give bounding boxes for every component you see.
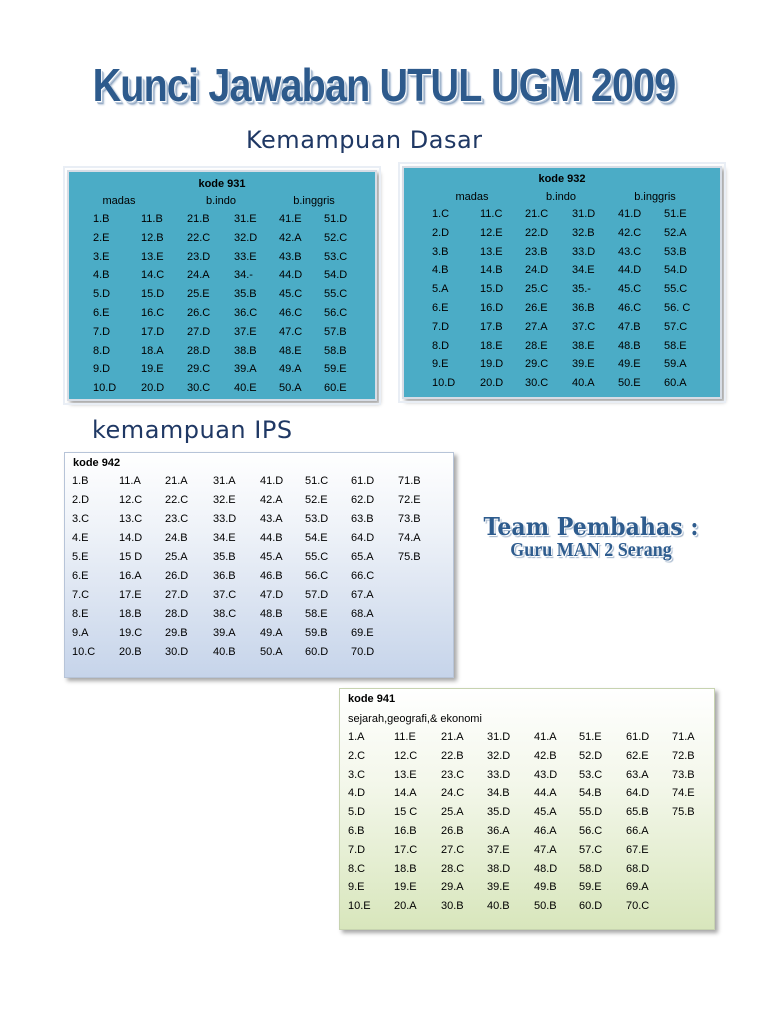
answer-cell: 31.D: [487, 731, 511, 743]
answer-cell: 35.B: [213, 551, 236, 563]
answer-cell: 22.B: [441, 749, 464, 762]
answer-cell: 15.D: [480, 283, 504, 296]
answer-cell: 23.D: [187, 250, 211, 263]
answer-cell: 73.B: [398, 513, 421, 525]
answer-cell: 40.A: [572, 377, 595, 390]
answer-cell: 45.A: [260, 551, 283, 563]
answer-cell: 45.A: [534, 806, 557, 819]
answer-cell: 59.E: [324, 363, 347, 376]
answer-cell: 57.B: [324, 325, 347, 338]
answer-cell: 35.-: [572, 283, 591, 296]
answer-cell: 58.E: [305, 608, 328, 620]
answer-cell: 16.C: [141, 307, 165, 319]
answer-cell: 63.B: [351, 513, 374, 525]
answer-cell: 33.D: [213, 513, 237, 525]
answer-cell: 53.C: [579, 768, 603, 781]
answer-cell: 48.D: [534, 862, 558, 875]
answer-cell: 55.C: [664, 283, 688, 296]
answer-cell: 31.A: [213, 475, 236, 487]
answer-cell: 6.B: [348, 825, 365, 837]
answer-cell: 20.A: [394, 900, 417, 913]
answer-cell: 57.C: [579, 843, 603, 856]
answer-cell: 45.C: [618, 283, 642, 296]
answer-cell: 27.D: [187, 325, 211, 338]
answer-cell: 37.E: [234, 325, 257, 338]
answer-cell: 1.C: [432, 208, 450, 220]
answer-cell: 41.A: [534, 731, 557, 743]
answer-cell: 13.E: [394, 768, 417, 781]
answer-cell: 12.B: [141, 231, 164, 244]
answer-cell: 29.B: [165, 627, 188, 639]
answer-cell: 46.B: [260, 570, 283, 582]
answer-cell: 34.E: [572, 264, 595, 277]
answer-cell: 52.A: [664, 226, 687, 239]
answer-cell: 26.E: [525, 302, 548, 314]
answer-cell: 11.B: [141, 213, 163, 225]
answer-cell: 40.E: [234, 382, 257, 395]
answer-cell: 19.D: [480, 358, 504, 371]
answer-cell: 28.D: [165, 608, 189, 620]
answer-cell: 65.A: [351, 551, 374, 563]
answer-cell: 48.E: [279, 344, 302, 357]
answer-cell: 68.D: [626, 862, 650, 875]
answer-cell: 34.E: [213, 532, 236, 544]
answer-cell: 54.D: [324, 269, 348, 282]
answer-cell: 15 D: [119, 551, 143, 563]
answer-cell: 27.C: [441, 843, 465, 856]
kode-941-title: kode 941: [348, 693, 396, 705]
answer-cell: 27.D: [165, 589, 189, 601]
answer-cell: 61.D: [626, 731, 650, 743]
answer-cell: 14.C: [141, 269, 165, 282]
answer-cell: 42.B: [534, 749, 557, 762]
answer-cell: 44.D: [618, 264, 642, 277]
answer-cell: 30.C: [525, 377, 549, 390]
answer-cell: 54.B: [579, 787, 602, 800]
answer-cell: 41.D: [260, 475, 284, 487]
answer-cell: 10.D: [432, 377, 456, 390]
answer-cell: 65.B: [626, 806, 649, 819]
answer-cell: 26.B: [441, 825, 464, 837]
answer-cell: 28.C: [441, 862, 465, 875]
answer-cell: 41.D: [618, 208, 642, 220]
subject-madas: madas: [102, 195, 136, 207]
answer-cell: 4.E: [72, 532, 89, 544]
answer-cell: 55.C: [305, 551, 329, 563]
answer-cell: 59.A: [664, 358, 687, 371]
answer-cell: 47.D: [260, 589, 284, 601]
answer-cell: 64.D: [351, 532, 375, 544]
answer-cell: 42.C: [618, 226, 642, 239]
answer-cell: 60.D: [305, 646, 329, 658]
answer-cell: 14.B: [480, 264, 503, 277]
answer-cell: 11.E: [394, 731, 416, 743]
answer-cell: 16.A: [119, 570, 142, 582]
answer-cell: 47.B: [618, 320, 641, 333]
answer-cell: 8.E: [72, 608, 89, 620]
kode-932-title: kode 932: [538, 173, 586, 185]
answer-cell: 43.C: [618, 245, 642, 258]
answer-cell: 26.C: [187, 307, 211, 319]
answer-cell: 7.D: [93, 325, 111, 338]
answer-cell: 14.D: [119, 532, 143, 544]
answer-cell: 10.C: [72, 646, 96, 658]
answer-cell: 55.C: [324, 288, 348, 301]
answer-cell: 31.D: [572, 208, 596, 220]
answer-cell: 8.C: [348, 862, 366, 875]
answer-cell: 37.C: [213, 589, 237, 601]
answer-cell: 35.B: [234, 288, 257, 301]
answer-cell: 53.D: [305, 513, 329, 525]
answer-cell: 63.A: [626, 768, 649, 781]
answer-cell: 44.D: [279, 269, 303, 282]
answer-cell: 12.C: [394, 749, 418, 762]
answer-cell: 47.A: [534, 843, 557, 856]
answer-cell: 57.C: [664, 320, 688, 333]
answer-cell: 33.D: [487, 768, 511, 781]
answer-cell: 3.C: [348, 768, 366, 781]
answer-cell: 67.E: [626, 843, 649, 856]
answer-cell: 51.E: [664, 208, 687, 220]
answer-cell: 4.B: [432, 264, 449, 277]
answer-cell: 18.B: [394, 862, 417, 875]
answer-cell: 20.D: [480, 377, 504, 390]
answer-cell: 22.C: [165, 494, 189, 506]
answer-cell: 7.D: [432, 320, 450, 333]
answer-cell: 12.E: [480, 226, 503, 239]
answer-cell: 2.D: [72, 494, 90, 506]
answer-cell: 36.B: [213, 570, 236, 582]
answer-cell: 62.E: [626, 749, 649, 762]
answer-cell: 74.A: [398, 532, 421, 544]
answer-cell: 59.B: [305, 627, 328, 639]
answer-cell: 6.E: [432, 302, 449, 314]
answer-cell: 29.A: [441, 881, 464, 894]
answer-cell: 12.C: [119, 494, 143, 506]
answer-cell: 11.A: [119, 475, 141, 487]
answer-cell: 25.A: [165, 551, 188, 563]
answer-cell: 37.C: [572, 320, 596, 333]
team-heading: Team Pembahas :: [483, 512, 699, 541]
answer-cell: 20.D: [141, 382, 165, 395]
answer-cell: 5.E: [72, 551, 89, 563]
answer-cell: 66.C: [351, 570, 375, 582]
answer-cell: 36.A: [487, 825, 510, 837]
answer-cell: 13.E: [141, 250, 164, 263]
answer-cell: 75.B: [672, 806, 695, 819]
answer-cell: 48.B: [618, 339, 641, 352]
answer-cell: 19.E: [394, 881, 417, 894]
answer-cell: 19.C: [119, 627, 143, 639]
answer-cell: 29.C: [187, 363, 211, 376]
answer-cell: 27.A: [525, 320, 548, 333]
answer-cell: 52.C: [324, 231, 348, 244]
team-pembahas: [466, 512, 716, 562]
answer-cell: 53.B: [664, 245, 687, 258]
answer-cell: 42.A: [279, 231, 302, 244]
answer-cell: 25.C: [525, 283, 549, 296]
answer-cell: 33.D: [572, 245, 596, 258]
answer-cell: 3.C: [72, 513, 90, 525]
answer-cell: 59.E: [579, 881, 602, 894]
answer-cell: 45.C: [279, 288, 303, 301]
page-title: Kunci Jawaban UTUL UGM 2009: [92, 59, 676, 111]
heading-kemampuan-ips: kemampuan IPS: [92, 416, 293, 444]
answer-cell: 29.C: [525, 358, 549, 371]
answer-cell: 16.D: [480, 302, 504, 314]
answer-cell: 13.C: [119, 513, 143, 525]
answer-cell: 53.C: [324, 250, 348, 263]
answer-cell: 7.C: [72, 589, 90, 601]
answer-cell: 37.E: [487, 843, 510, 856]
answer-cell: 56.C: [324, 307, 348, 319]
answer-cell: 13.E: [480, 245, 503, 258]
subject-binggris: b.inggris: [293, 195, 335, 207]
answer-cell: 11.C: [480, 208, 503, 220]
answer-cell: 18.E: [480, 339, 503, 352]
answer-cell: 7.D: [348, 843, 366, 856]
answer-cell: 23.C: [441, 768, 465, 781]
answer-cell: 51.C: [305, 475, 329, 487]
answer-cell: 32.E: [213, 494, 236, 506]
answer-cell: 5.A: [432, 283, 449, 296]
answer-cell: 49.A: [279, 363, 302, 376]
answer-cell: 48.B: [260, 608, 283, 620]
answer-cell: 49.A: [260, 627, 283, 639]
answer-cell: 10.D: [93, 382, 117, 395]
answer-cell: 72.B: [672, 749, 695, 762]
answer-cell: 18.A: [141, 344, 164, 357]
answer-cell: 50.B: [534, 900, 557, 913]
answer-cell: 32.B: [572, 226, 595, 239]
answer-cell: 8.D: [93, 344, 111, 357]
answer-cell: 33.E: [234, 250, 257, 263]
answer-cell: 20.B: [119, 646, 142, 658]
answer-cell: 6.E: [93, 307, 110, 319]
answer-cell: 39.A: [213, 627, 236, 639]
answer-cell: 1.B: [93, 213, 110, 225]
answer-cell: 3.B: [432, 245, 449, 258]
subject-row: [404, 191, 720, 205]
subject-madas: madas: [455, 191, 489, 203]
answer-cell: 58.D: [579, 862, 603, 875]
answer-cell: 17.C: [394, 843, 418, 856]
kode-941-subtitle: sejarah,geografi,& ekonomi: [348, 713, 482, 725]
answer-cell: 21.A: [441, 731, 464, 743]
answer-cell: 54.D: [664, 264, 688, 277]
answer-cell: 22.D: [525, 226, 549, 239]
answer-cell: 51.D: [324, 213, 348, 225]
answer-cell: 5.D: [93, 288, 111, 301]
answer-cell: 10.E: [348, 900, 371, 913]
answer-cell: 62.D: [351, 494, 375, 506]
answer-cell: 52.D: [579, 749, 603, 762]
answer-cell: 22.C: [187, 231, 211, 244]
subject-bindo: b.indo: [546, 191, 576, 203]
answer-cell: 5.D: [348, 806, 366, 819]
answer-cell: 9.A: [72, 627, 89, 639]
answer-cell: 6.E: [72, 570, 89, 582]
answer-box-kode-941: [339, 688, 715, 930]
answer-cell: 26.D: [165, 570, 189, 582]
kode-942-title: kode 942: [73, 457, 121, 469]
answer-cell: 46.C: [618, 302, 642, 314]
answer-cell: 46.A: [534, 825, 557, 837]
answer-cell: 43.B: [279, 250, 302, 263]
answer-cell: 50.E: [618, 377, 641, 390]
answer-cell: 70.D: [351, 646, 375, 658]
answer-cell: 44.B: [260, 532, 283, 544]
answer-cell: 17.D: [141, 325, 165, 338]
answer-cell: 64.D: [626, 787, 650, 800]
answer-cell: 58.B: [324, 344, 347, 357]
answer-cell: 18.B: [119, 608, 142, 620]
answer-cell: 9.D: [93, 363, 111, 376]
answer-cell: 34.-: [234, 269, 253, 282]
answer-cell: 40.B: [487, 900, 510, 913]
answer-cell: 56. C: [664, 302, 691, 314]
answer-cell: 75.B: [398, 551, 421, 563]
answer-cell: 30.B: [441, 900, 464, 913]
answer-cell: 43.A: [260, 513, 283, 525]
answer-cell: 14.A: [394, 787, 417, 800]
answer-cell: 66.A: [626, 825, 649, 837]
answer-cell: 71.A: [672, 731, 695, 743]
answer-cell: 2.C: [348, 749, 366, 762]
answer-cell: 57.D: [305, 589, 329, 601]
answer-cell: 60.E: [324, 382, 347, 395]
answer-box-kode-932: [402, 166, 722, 399]
answer-cell: 50.A: [279, 382, 302, 395]
answer-cell: 17.B: [480, 320, 503, 333]
answer-cell: 9.E: [348, 881, 365, 894]
team-name: Guru MAN 2 Serang: [510, 539, 672, 561]
answer-cell: 25.A: [441, 806, 464, 819]
answer-cell: 38.E: [572, 339, 595, 352]
answer-cell: 35.D: [487, 806, 511, 819]
answer-cell: 36.B: [572, 302, 595, 314]
answer-cell: 60.A: [664, 377, 687, 390]
answer-cell: 19.E: [141, 363, 164, 376]
answer-cell: 21.C: [525, 208, 549, 220]
subject-bindo: b.indo: [206, 195, 236, 207]
answer-cell: 24.C: [441, 787, 465, 800]
answer-cell: 36.C: [234, 307, 258, 319]
answer-cell: 34.B: [487, 787, 510, 800]
answer-box-kode-942: [64, 452, 454, 678]
answer-cell: 32.D: [234, 231, 258, 244]
answer-cell: 25.E: [187, 288, 210, 301]
answer-cell: 17.E: [119, 589, 142, 601]
answer-cell: 38.D: [487, 862, 511, 875]
answer-cell: 54.E: [305, 532, 328, 544]
answer-cell: 60.D: [579, 900, 603, 913]
answer-cell: 1.A: [348, 731, 365, 743]
answer-cell: 3.E: [93, 250, 110, 263]
answer-cell: 16.B: [394, 825, 417, 837]
answer-cell: 40.B: [213, 646, 236, 658]
answer-cell: 42.A: [260, 494, 283, 506]
answer-cell: 47.C: [279, 325, 303, 338]
answer-cell: 55.D: [579, 806, 603, 819]
answer-cell: 15 C: [394, 806, 418, 819]
answer-cell: 39.E: [572, 358, 595, 371]
answer-cell: 68.A: [351, 608, 374, 620]
answer-cell: 71.B: [398, 475, 421, 487]
answer-cell: 72.E: [398, 494, 421, 506]
answer-cell: 51.E: [579, 731, 602, 743]
answer-cell: 67.A: [351, 589, 374, 601]
answer-cell: 56.C: [305, 570, 329, 582]
answer-cell: 4.D: [348, 787, 366, 800]
subject-binggris: b.inggris: [634, 191, 676, 203]
answer-cell: 39.E: [487, 881, 510, 894]
answer-cell: 44.A: [534, 787, 557, 800]
answer-cell: 15.D: [141, 288, 165, 301]
answer-cell: 39.A: [234, 363, 257, 376]
answer-cell: 30.C: [187, 382, 211, 395]
answer-cell: 28.D: [187, 344, 211, 357]
answer-cell: 9.E: [432, 358, 449, 371]
answer-cell: 2.D: [432, 226, 450, 239]
answer-cell: 50.A: [260, 646, 283, 658]
answer-cell: 1.B: [72, 475, 89, 487]
answer-cell: 4.B: [93, 269, 110, 282]
answer-cell: 41.E: [279, 213, 302, 225]
answer-cell: 24.B: [165, 532, 188, 544]
answer-cell: 56.C: [579, 825, 603, 837]
answer-cell: 52.E: [305, 494, 328, 506]
answer-cell: 21.A: [165, 475, 188, 487]
answer-cell: 49.B: [534, 881, 557, 894]
answer-cell: 70.C: [626, 900, 650, 913]
answer-cell: 32.D: [487, 749, 511, 762]
answer-cell: 38.C: [213, 608, 237, 620]
answer-cell: 69.A: [626, 881, 649, 894]
answer-cell: 21.B: [187, 213, 210, 225]
answer-box-kode-931: [67, 170, 377, 401]
answer-cell: 23.B: [525, 245, 548, 258]
answer-cell: 49.E: [618, 358, 641, 371]
answer-cell: 31.E: [234, 213, 257, 225]
answer-cell: 46.C: [279, 307, 303, 319]
answer-cell: 61.D: [351, 475, 375, 487]
answer-cell: 8.D: [432, 339, 450, 352]
answer-cell: 73.B: [672, 768, 695, 781]
answer-cell: 69.E: [351, 627, 374, 639]
answer-cell: 30.D: [165, 646, 189, 658]
answer-cell: 43.D: [534, 768, 558, 781]
answer-cell: 24.D: [525, 264, 549, 277]
kode-931-title: kode 931: [198, 178, 246, 190]
answer-cell: 74.E: [672, 787, 695, 800]
answer-cell: 58.E: [664, 339, 687, 352]
answer-cell: 28.E: [525, 339, 548, 352]
heading-kemampuan-dasar: Kemampuan Dasar: [246, 126, 483, 154]
answer-cell: 23.C: [165, 513, 189, 525]
subject-row: [69, 195, 375, 209]
answer-cell: 38.B: [234, 344, 257, 357]
answer-cell: 24.A: [187, 269, 210, 282]
answer-cell: 2.E: [93, 231, 110, 244]
